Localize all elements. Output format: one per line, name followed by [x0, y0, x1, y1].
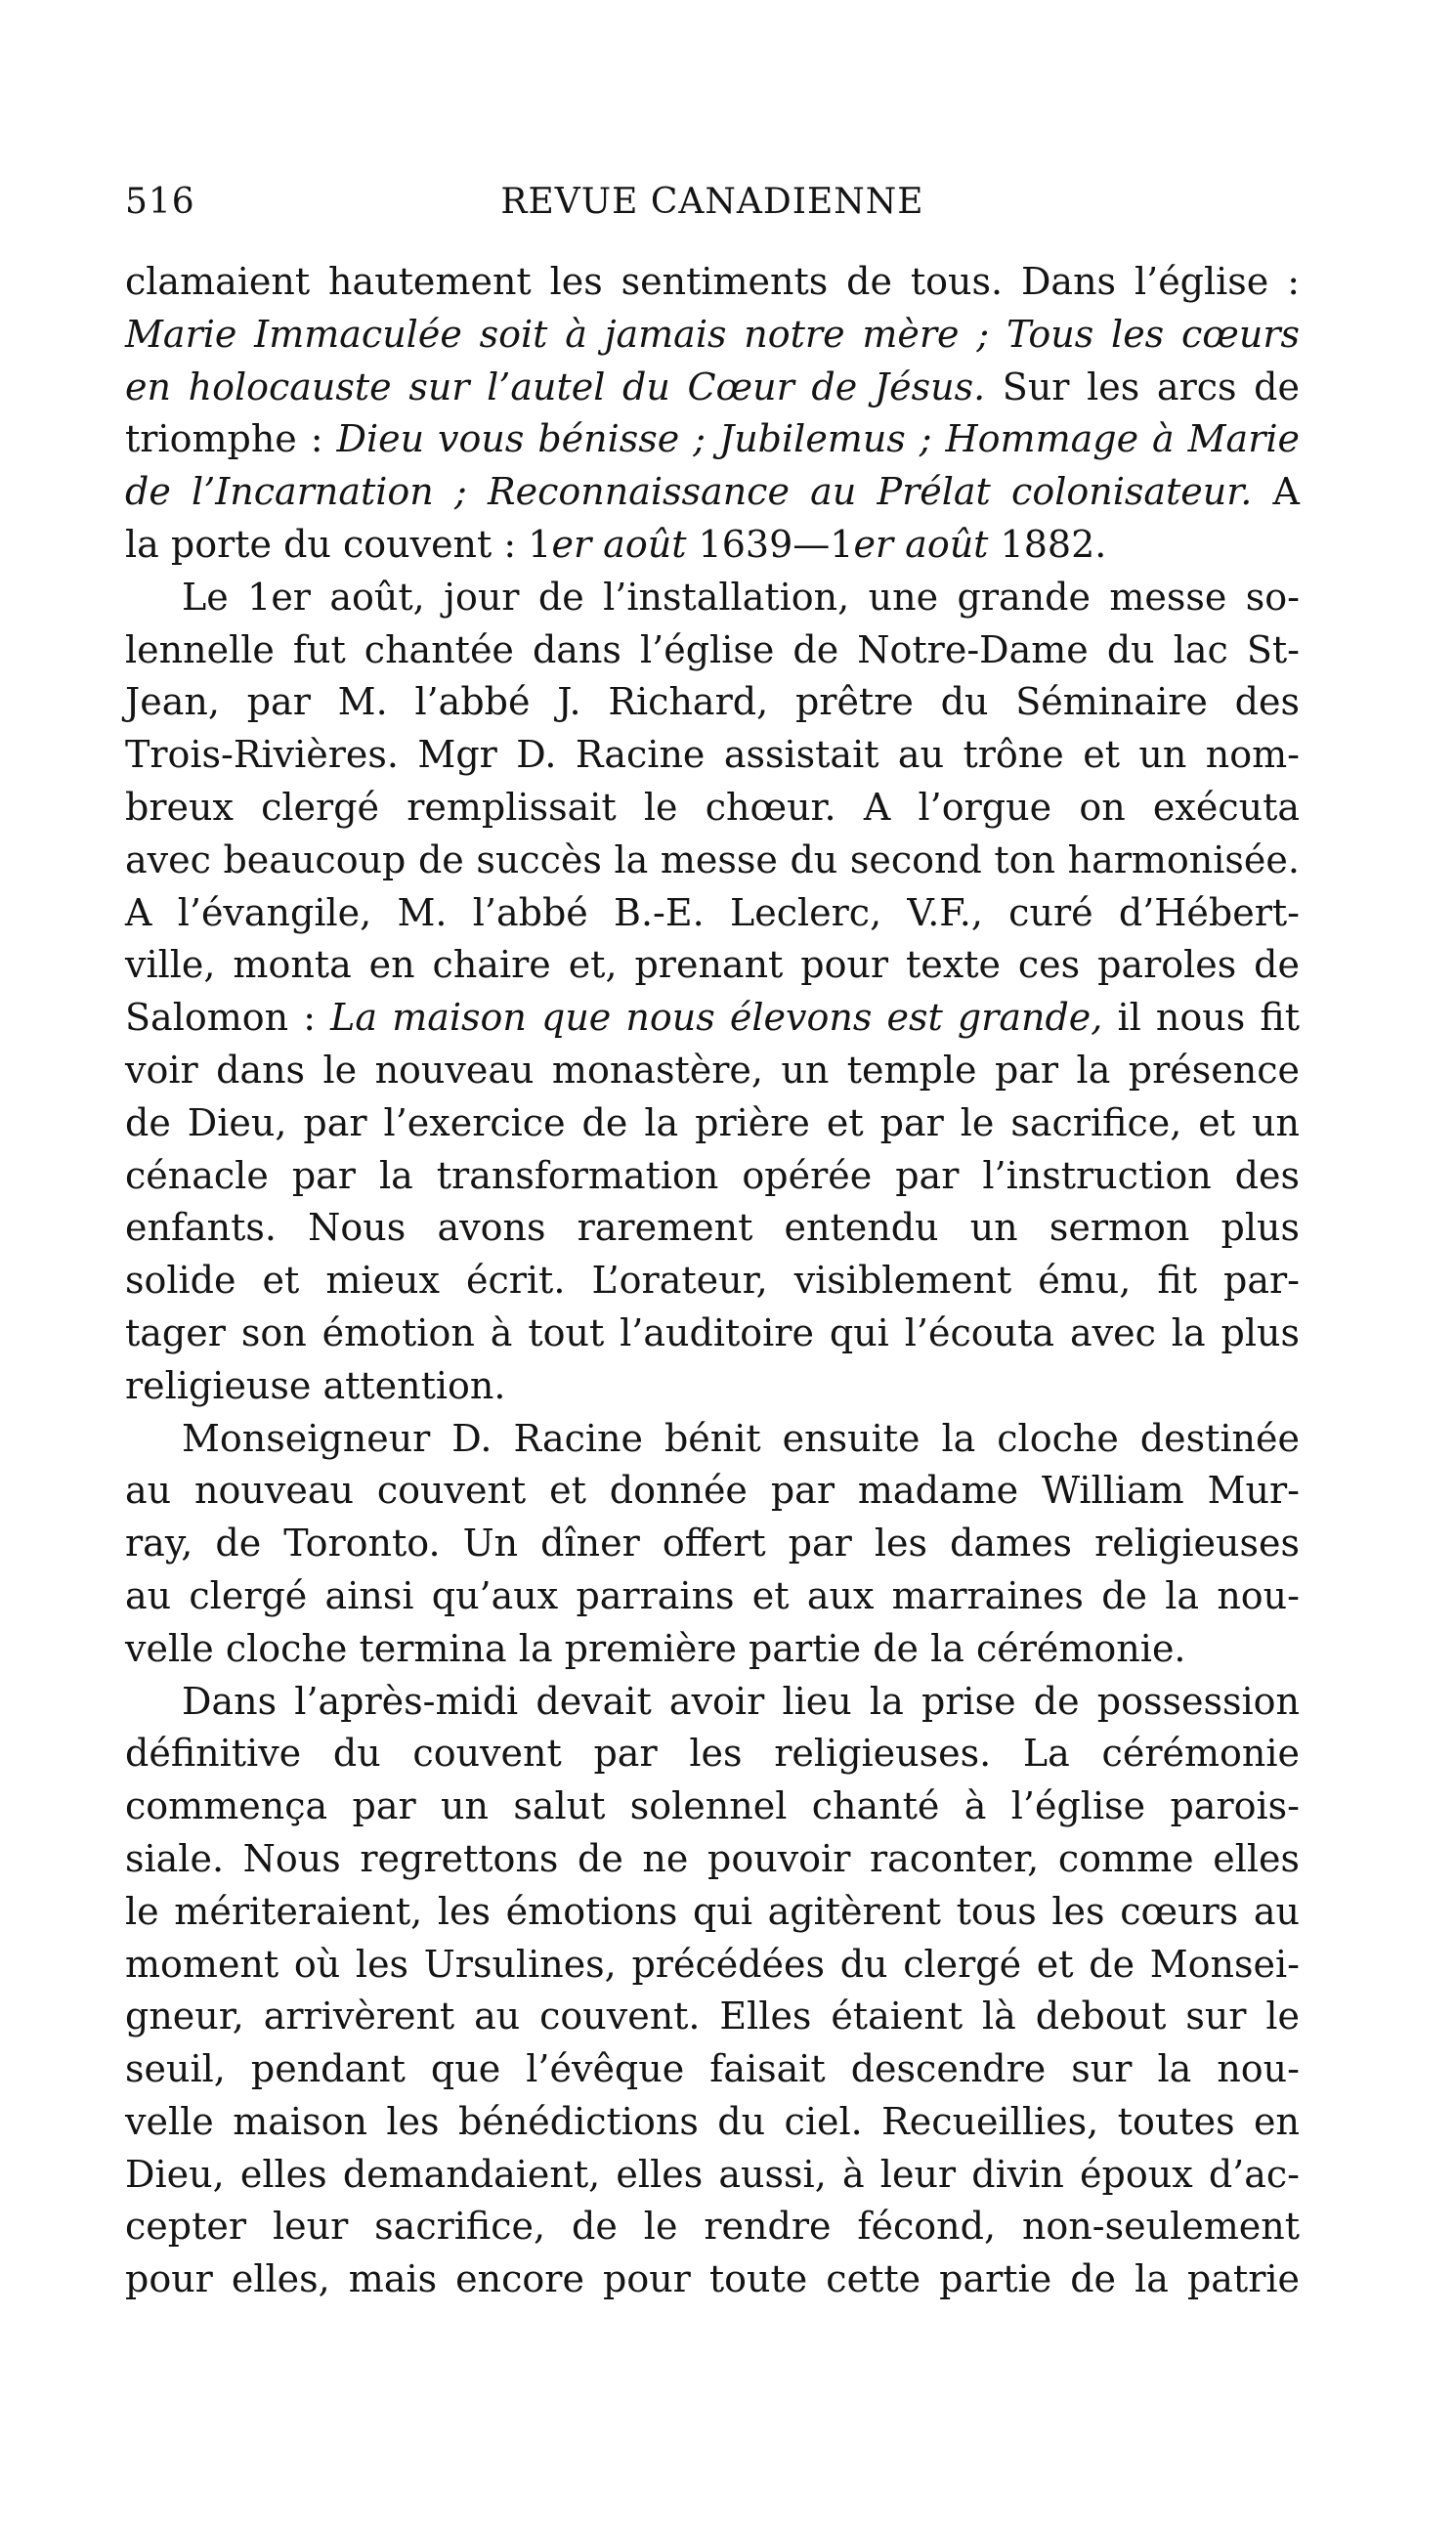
text-line — [125, 256, 1300, 309]
italic-text: Marie Immaculée soit à jamais notre mère ; Tous les cœurs — [125, 312, 1300, 356]
text-line — [125, 1939, 1300, 1992]
text-line — [125, 1518, 1300, 1570]
text-line — [125, 729, 1300, 782]
text-line — [125, 2096, 1300, 2149]
paragraph — [125, 1413, 1300, 1676]
text-run: clamaient hautement les sentiments de tous. Dans l’église : — [125, 260, 1300, 303]
text-line — [125, 1570, 1300, 1623]
text-run: il nous fit — [1102, 996, 1300, 1040]
text-line — [125, 519, 1300, 572]
text-line — [125, 1991, 1300, 2043]
text-run: velle maison les bénédictions du ciel. Recueillies, toutes en — [125, 2099, 1300, 2143]
text-line — [125, 1097, 1300, 1150]
text-run: ray, de Toronto. Un dîner offert par les dames religieuses — [125, 1522, 1300, 1566]
text-line — [125, 992, 1300, 1045]
text-run: Trois-Rivières. Mgr D. Racine assistait au trône et un nom- — [125, 733, 1300, 777]
text-line — [125, 362, 1300, 414]
text-line — [125, 676, 1300, 729]
text-line — [125, 1728, 1300, 1780]
text-line — [125, 1308, 1300, 1360]
page-number: 516 — [125, 182, 195, 222]
text-run: cénacle par la transformation opérée par l’instruction des — [125, 1153, 1300, 1197]
text-line — [125, 413, 1300, 466]
text-run: définitive du couvent par les religieuses. La cérémonie — [125, 1732, 1300, 1776]
text-line — [125, 1045, 1300, 1097]
text-run: ville, monta en chaire et, prenant pour texte ces paroles de — [125, 943, 1300, 987]
text-run: lennelle fut chantée dans l’église de Notre-Dame du lac St- — [125, 627, 1300, 671]
text-line — [125, 939, 1300, 992]
text-run: tager son émotion à tout l’auditoire qui l’écouta avec la plus — [125, 1310, 1300, 1354]
text-run: Dieu, elles demandaient, elles aussi, à leur divin époux d’ac- — [125, 2152, 1300, 2196]
text-run: A — [1252, 470, 1300, 514]
text-run: Dans l’après-midi devait avoir lieu la prise de possession — [182, 1679, 1300, 1723]
text-line — [125, 1413, 1300, 1466]
italic-text: er août — [853, 522, 989, 566]
text-run: Salomon : — [125, 996, 331, 1040]
text-run: triomphe : — [125, 417, 337, 461]
text-line — [125, 1623, 1300, 1676]
text-line — [125, 624, 1300, 677]
italic-text: de l’Incarnation ; Reconnaissance au Prélat colonisateur. — [125, 470, 1253, 514]
text-line — [125, 1150, 1300, 1203]
page-header — [125, 182, 1300, 229]
text-run: de Dieu, par l’exercice de la prière et par le sacrifice, et un — [125, 1100, 1300, 1144]
text-line — [125, 1833, 1300, 1886]
text-line — [125, 1465, 1300, 1518]
text-run: siale. Nous regrettons de ne pouvoir raconter, comme elles — [125, 1836, 1300, 1880]
text-run: Sur les arcs de — [985, 365, 1300, 408]
text-run: au nouveau couvent et donnée par madame William Mur- — [125, 1469, 1300, 1513]
italic-text: en holocauste sur l’autel du Cœur de Jésus. — [125, 365, 986, 408]
running-title: REVUE CANADIENNE — [500, 182, 924, 222]
text-run: Monseigneur D. Racine bénit ensuite la cloche destinée — [182, 1416, 1300, 1460]
text-line — [125, 1886, 1300, 1939]
text-run: Le 1er août, jour de l’installation, une grande messe so- — [182, 575, 1300, 619]
italic-text: La maison que nous élevons est grande, — [330, 996, 1103, 1040]
text-run: au clergé ainsi qu’aux parrains et aux marraines de la nou- — [125, 1573, 1300, 1617]
text-run: cepter leur sacrifice, de le rendre fécond, non-seulement — [125, 2205, 1300, 2249]
italic-text: Dieu vous bénisse ; Jubilemus ; Hommage à Marie — [336, 417, 1301, 461]
text-line — [125, 835, 1300, 887]
text-line — [125, 309, 1300, 362]
text-run: 1882. — [988, 522, 1107, 566]
paragraph — [125, 256, 1300, 572]
text-run: Jean, par M. l’abbé J. Richard, prêtre du Séminaire des — [125, 680, 1300, 724]
text-run: moment où les Ursulines, précédées du clergé et de Monsei- — [125, 1942, 1300, 1986]
text-line — [125, 2253, 1300, 2306]
text-run: enfants. Nous avons rarement entendu un sermon plus — [125, 1206, 1300, 1250]
text-line — [125, 572, 1300, 624]
italic-text: er août — [551, 522, 687, 566]
text-line — [125, 466, 1300, 519]
text-run: gneur, arrivèrent au couvent. Elles étaient là debout sur le — [125, 1995, 1300, 2038]
text-run: commença par un salut solennel chanté à l’église parois- — [125, 1784, 1300, 1828]
text-run: 1639—1 — [686, 522, 854, 566]
text-run: breux clergé remplissait le chœur. A l’orgue on exécuta — [125, 785, 1300, 829]
text-line — [125, 1202, 1300, 1255]
text-line — [125, 1676, 1300, 1729]
text-run: voir dans le nouveau monastère, un temple par la présence — [125, 1048, 1300, 1092]
text-line — [125, 782, 1300, 835]
body-text — [125, 256, 1300, 2306]
text-run: avec beaucoup de succès la messe du second ton harmonisée. — [125, 837, 1300, 881]
text-run: solide et mieux écrit. L’orateur, visiblement ému, fit par- — [125, 1259, 1300, 1303]
text-line — [125, 2201, 1300, 2253]
paragraph — [125, 1676, 1300, 2307]
text-run: la porte du couvent : 1 — [125, 522, 552, 566]
text-run: seuil, pendant que l’évêque faisait descendre sur la nou- — [125, 2047, 1300, 2091]
text-run: religieuse attention. — [125, 1363, 506, 1407]
text-line — [125, 2149, 1300, 2202]
text-line — [125, 2043, 1300, 2096]
text-line — [125, 1360, 1300, 1413]
text-line — [125, 1780, 1300, 1833]
text-run: A l’évangile, M. l’abbé B.-E. Leclerc, V.F., curé d’Hébert- — [125, 890, 1300, 934]
paragraph — [125, 572, 1300, 1413]
text-run: pour elles, mais encore pour toute cette partie de la patrie — [125, 2257, 1300, 2301]
text-run: le mériteraient, les émotions qui agitèrent tous les cœurs au — [125, 1889, 1300, 1933]
text-run: velle cloche termina la première partie de la cérémonie. — [125, 1626, 1186, 1670]
text-line — [125, 1255, 1300, 1308]
text-line — [125, 887, 1300, 940]
